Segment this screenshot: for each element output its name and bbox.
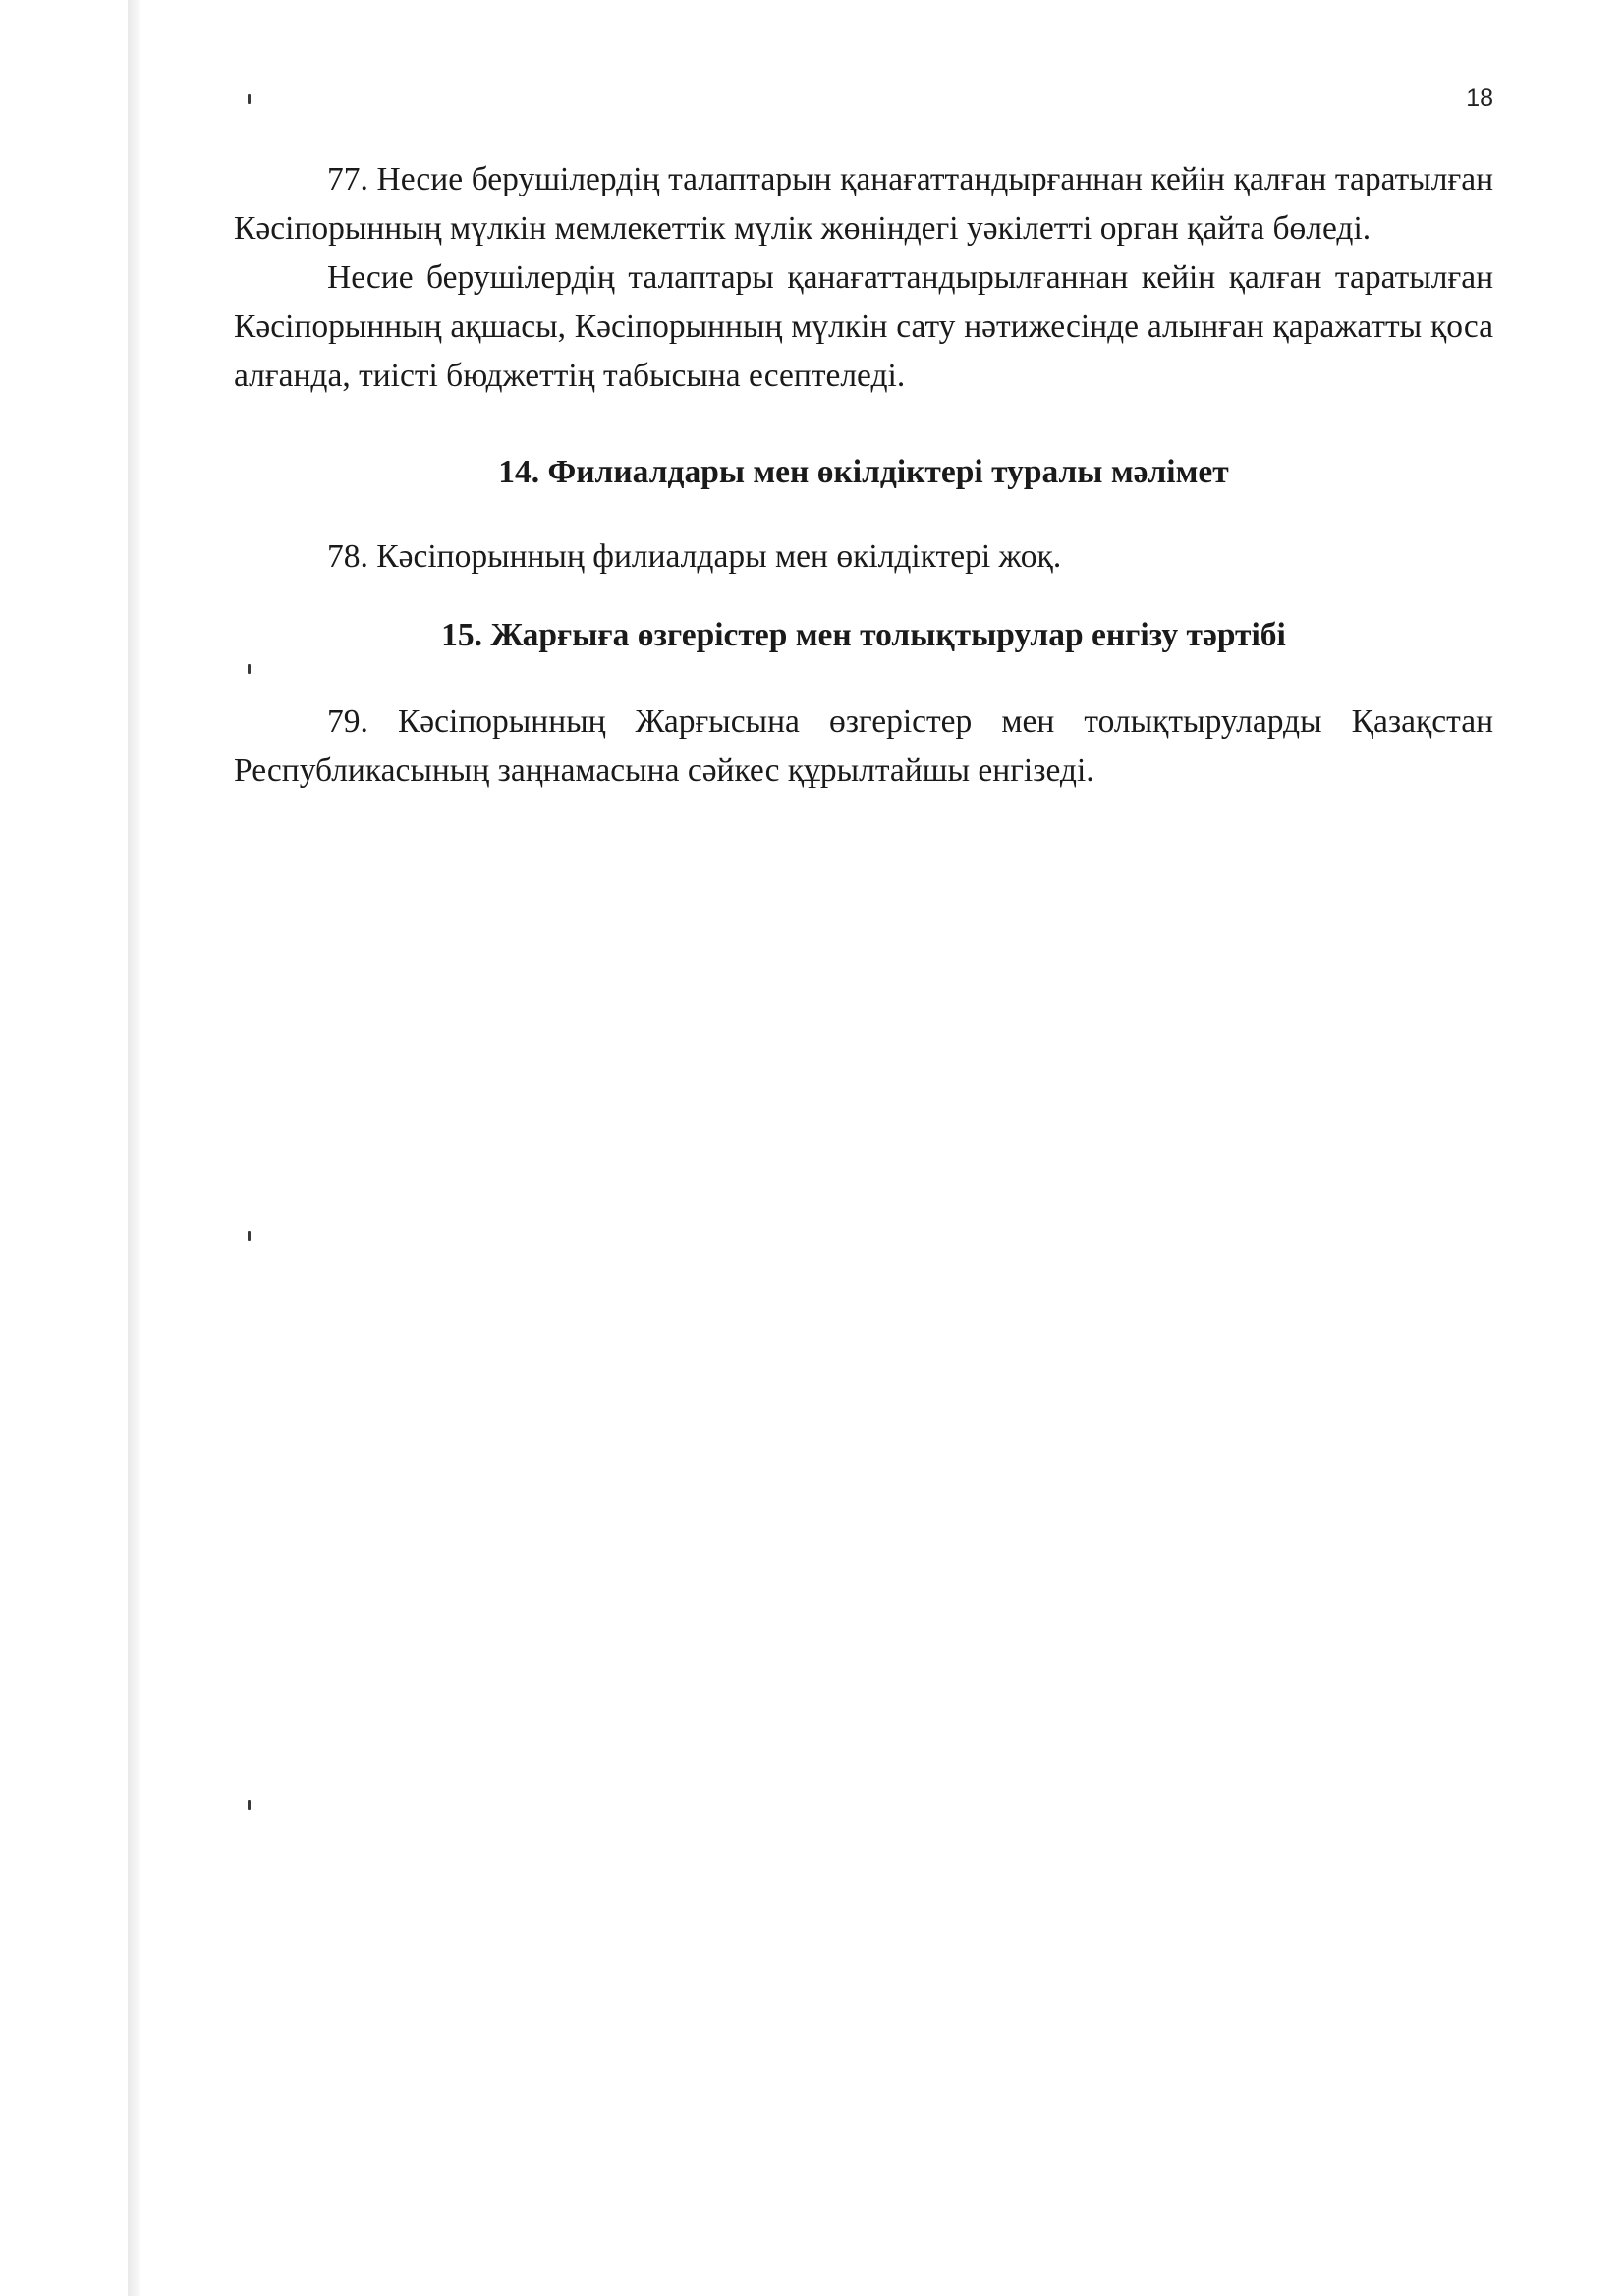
paragraph-77: 77. Несие берушілердің талаптарын қанағаттандырғаннан кейін қалған таратылған Кәсіпорынның мүлкін мемлекеттік мүлік жөніндегі уәкілетті орган қайта бөледі. (234, 161, 1493, 247)
paragraph-79: 79. Кәсіпорынның Жарғысына өзгерістер мен толықтыруларды Қазақстан Республикасының заңнамасына сәйкес құрылтайшы енгізеді. (234, 703, 1493, 789)
paragraph-78: 78. Кәсіпорынның филиалдары мен өкілдіктері жоқ. (327, 538, 1062, 575)
page-number: 18 (1466, 84, 1493, 112)
scan-edge-shadow (128, 0, 141, 2296)
paragraph-77-continued: Несие берушілердің талаптары қанағаттандырылғаннан кейін қалған таратылған Кәсіпорынның ақшасы, Кәсіпорынның мүлкін сату нәтижесінде алынған қаражатты қоса алғанда, тиісті бюджеттің табысына есептеледі. (234, 259, 1493, 394)
scan-mark (248, 1231, 251, 1241)
section-heading-15: 15. Жарғыға өзгерістер мен толықтырулар енгізу тәртібі (441, 617, 1286, 653)
scan-mark (248, 1800, 251, 1810)
scan-mark (248, 94, 251, 104)
section-heading-14: 14. Филиалдары мен өкілдіктері туралы мәлімет (498, 454, 1229, 490)
document-body (234, 155, 1493, 796)
